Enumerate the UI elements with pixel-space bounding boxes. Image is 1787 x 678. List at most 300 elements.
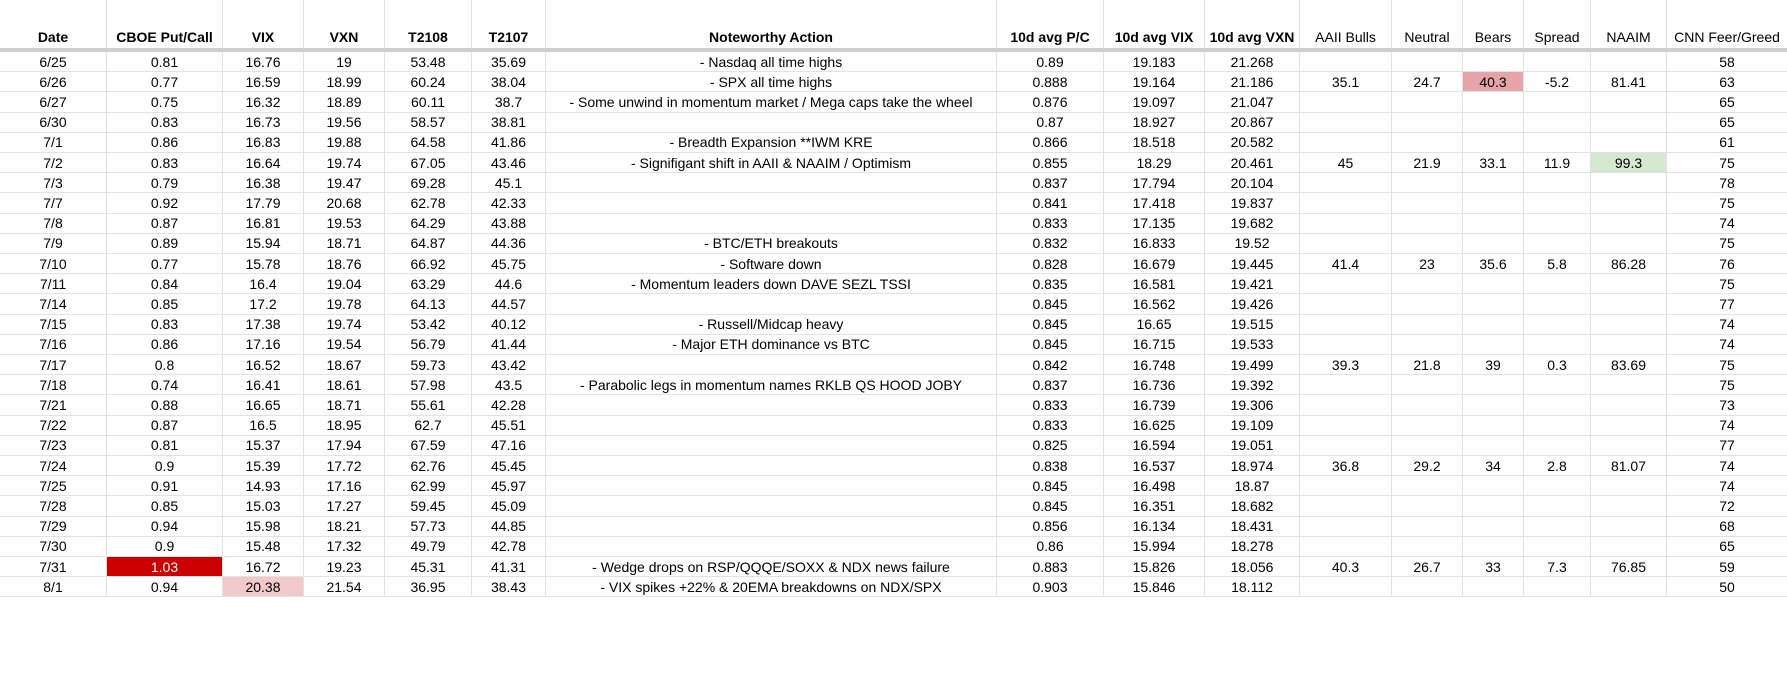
cell-naaim[interactable] bbox=[1591, 476, 1667, 495]
cell-spread[interactable]: 0.3 bbox=[1524, 355, 1591, 374]
cell-t2108[interactable]: 56.79 bbox=[385, 335, 472, 354]
cell-neutral[interactable] bbox=[1392, 315, 1463, 334]
cell-date[interactable]: 7/25 bbox=[0, 476, 107, 495]
cell-noteworthy-action[interactable] bbox=[546, 395, 997, 414]
cell-10d-avg-pc[interactable]: 0.833 bbox=[997, 214, 1104, 233]
cell-neutral[interactable] bbox=[1392, 517, 1463, 536]
cell-aaii-bulls[interactable]: 40.3 bbox=[1300, 557, 1392, 576]
cell-date[interactable]: 6/25 bbox=[0, 52, 107, 71]
cell-spread[interactable]: -5.2 bbox=[1524, 72, 1591, 91]
cell-t2108[interactable]: 64.29 bbox=[385, 214, 472, 233]
cell-noteworthy-action[interactable]: - Momentum leaders down DAVE SEZL TSSI bbox=[546, 274, 997, 293]
cell-10d-avg-vxn[interactable]: 19.533 bbox=[1205, 335, 1300, 354]
cell-cnn-fear-greed[interactable]: 77 bbox=[1719, 437, 1735, 454]
cell-aaii-bulls[interactable]: 35.1 bbox=[1300, 72, 1392, 91]
cell-neutral[interactable] bbox=[1392, 375, 1463, 394]
cell-bears[interactable] bbox=[1463, 294, 1524, 313]
cell-t2107[interactable]: 41.44 bbox=[472, 335, 546, 354]
col-header-aaii-bulls[interactable]: AAII Bulls bbox=[1300, 0, 1392, 48]
cell-vxn[interactable]: 17.94 bbox=[304, 436, 385, 455]
cell-10d-avg-pc[interactable]: 0.841 bbox=[997, 193, 1104, 212]
cell-date[interactable]: 7/23 bbox=[0, 436, 107, 455]
cell-naaim[interactable]: 81.41 bbox=[1591, 72, 1667, 91]
cell-t2107[interactable]: 38.81 bbox=[472, 113, 546, 132]
cell-t2108[interactable]: 60.11 bbox=[385, 92, 472, 111]
cell-noteworthy-action[interactable] bbox=[546, 294, 997, 313]
cell-spread[interactable] bbox=[1524, 52, 1591, 71]
cell-neutral[interactable] bbox=[1392, 537, 1463, 556]
cell-neutral[interactable] bbox=[1392, 214, 1463, 233]
cell-10d-avg-vxn[interactable]: 19.445 bbox=[1205, 254, 1300, 273]
cell-neutral[interactable]: 26.7 bbox=[1392, 557, 1463, 576]
cell-10d-avg-pc[interactable]: 0.825 bbox=[997, 436, 1104, 455]
cell-cnn-fear-greed[interactable]: 75 bbox=[1719, 194, 1735, 211]
cell-spread[interactable] bbox=[1524, 173, 1591, 192]
cell-put-call[interactable]: 0.77 bbox=[107, 72, 223, 91]
cell-bears[interactable]: 34 bbox=[1463, 456, 1524, 475]
cell-cnn-fear-greed[interactable]: 74 bbox=[1719, 215, 1735, 232]
cell-10d-avg-vix[interactable]: 18.927 bbox=[1104, 113, 1205, 132]
cell-bears[interactable] bbox=[1463, 52, 1524, 71]
cell-noteworthy-action[interactable] bbox=[546, 173, 997, 192]
cell-10d-avg-pc[interactable]: 0.86 bbox=[997, 537, 1104, 556]
cell-naaim[interactable] bbox=[1591, 436, 1667, 455]
cell-t2108[interactable]: 67.05 bbox=[385, 153, 472, 172]
cell-vix[interactable]: 16.73 bbox=[223, 113, 304, 132]
cell-spread[interactable] bbox=[1524, 395, 1591, 414]
cell-10d-avg-vix[interactable]: 16.562 bbox=[1104, 294, 1205, 313]
cell-noteworthy-action[interactable] bbox=[546, 113, 997, 132]
cell-neutral[interactable]: 29.2 bbox=[1392, 456, 1463, 475]
cell-10d-avg-vxn[interactable]: 18.431 bbox=[1205, 517, 1300, 536]
cell-10d-avg-vix[interactable]: 15.994 bbox=[1104, 537, 1205, 556]
cell-vix[interactable]: 16.52 bbox=[223, 355, 304, 374]
cell-vxn[interactable]: 17.27 bbox=[304, 496, 385, 515]
cell-10d-avg-vix[interactable]: 16.65 bbox=[1104, 315, 1205, 334]
cell-cnn-fear-greed[interactable]: 61 bbox=[1719, 134, 1735, 151]
cell-t2107[interactable]: 40.12 bbox=[472, 315, 546, 334]
cell-bears[interactable]: 33 bbox=[1463, 557, 1524, 576]
cell-10d-avg-vxn[interactable]: 19.306 bbox=[1205, 395, 1300, 414]
cell-vix[interactable]: 20.38 bbox=[223, 577, 304, 596]
cell-t2108[interactable]: 66.92 bbox=[385, 254, 472, 273]
cell-t2107[interactable]: 38.7 bbox=[472, 92, 546, 111]
cell-noteworthy-action[interactable]: - VIX spikes +22% & 20EMA breakdowns on NDX/SPX bbox=[546, 577, 997, 596]
cell-vix[interactable]: 16.72 bbox=[223, 557, 304, 576]
cell-t2108[interactable]: 59.45 bbox=[385, 496, 472, 515]
cell-vix[interactable]: 16.81 bbox=[223, 214, 304, 233]
cell-aaii-bulls[interactable] bbox=[1300, 416, 1392, 435]
cell-10d-avg-vxn[interactable]: 18.112 bbox=[1205, 577, 1300, 596]
cell-aaii-bulls[interactable] bbox=[1300, 517, 1392, 536]
cell-t2108[interactable]: 59.73 bbox=[385, 355, 472, 374]
cell-date[interactable]: 7/31 bbox=[0, 557, 107, 576]
cell-10d-avg-pc[interactable]: 0.845 bbox=[997, 315, 1104, 334]
cell-spread[interactable]: 5.8 bbox=[1524, 254, 1591, 273]
cell-put-call[interactable]: 0.84 bbox=[107, 274, 223, 293]
cell-naaim[interactable]: 76.85 bbox=[1591, 557, 1667, 576]
cell-10d-avg-vix[interactable]: 16.736 bbox=[1104, 375, 1205, 394]
cell-10d-avg-pc[interactable]: 0.87 bbox=[997, 113, 1104, 132]
cell-t2107[interactable]: 45.51 bbox=[472, 416, 546, 435]
cell-10d-avg-vxn[interactable]: 20.461 bbox=[1205, 153, 1300, 172]
cell-aaii-bulls[interactable] bbox=[1300, 133, 1392, 152]
cell-aaii-bulls[interactable] bbox=[1300, 52, 1392, 71]
cell-aaii-bulls[interactable] bbox=[1300, 476, 1392, 495]
cell-vxn[interactable]: 19 bbox=[304, 52, 385, 71]
cell-cnn-fear-greed[interactable]: 74 bbox=[1719, 336, 1735, 353]
cell-vxn[interactable]: 19.04 bbox=[304, 274, 385, 293]
cell-date[interactable]: 7/29 bbox=[0, 517, 107, 536]
cell-vxn[interactable]: 19.56 bbox=[304, 113, 385, 132]
cell-10d-avg-vxn[interactable]: 19.051 bbox=[1205, 436, 1300, 455]
cell-bears[interactable] bbox=[1463, 496, 1524, 515]
cell-noteworthy-action[interactable]: - Major ETH dominance vs BTC bbox=[546, 335, 997, 354]
cell-cnn-fear-greed[interactable]: 76 bbox=[1719, 255, 1735, 272]
cell-aaii-bulls[interactable] bbox=[1300, 315, 1392, 334]
cell-10d-avg-pc[interactable]: 0.845 bbox=[997, 496, 1104, 515]
cell-t2107[interactable]: 44.85 bbox=[472, 517, 546, 536]
cell-aaii-bulls[interactable]: 36.8 bbox=[1300, 456, 1392, 475]
cell-noteworthy-action[interactable]: - Breadth Expansion **IWM KRE bbox=[546, 133, 997, 152]
cell-10d-avg-vxn[interactable]: 18.87 bbox=[1205, 476, 1300, 495]
cell-noteworthy-action[interactable] bbox=[546, 517, 997, 536]
cell-t2107[interactable]: 42.78 bbox=[472, 537, 546, 556]
cell-date[interactable]: 7/9 bbox=[0, 234, 107, 253]
cell-10d-avg-pc[interactable]: 0.883 bbox=[997, 557, 1104, 576]
cell-date[interactable]: 7/15 bbox=[0, 315, 107, 334]
cell-10d-avg-vxn[interactable]: 21.268 bbox=[1205, 52, 1300, 71]
cell-put-call[interactable]: 0.9 bbox=[107, 456, 223, 475]
cell-put-call[interactable]: 0.81 bbox=[107, 436, 223, 455]
cell-t2107[interactable]: 43.42 bbox=[472, 355, 546, 374]
cell-spread[interactable] bbox=[1524, 436, 1591, 455]
cell-put-call[interactable]: 0.87 bbox=[107, 214, 223, 233]
cell-put-call[interactable]: 0.8 bbox=[107, 355, 223, 374]
cell-spread[interactable] bbox=[1524, 214, 1591, 233]
cell-neutral[interactable] bbox=[1392, 193, 1463, 212]
cell-bears[interactable] bbox=[1463, 193, 1524, 212]
cell-t2107[interactable]: 42.28 bbox=[472, 395, 546, 414]
cell-neutral[interactable] bbox=[1392, 52, 1463, 71]
cell-aaii-bulls[interactable] bbox=[1300, 193, 1392, 212]
cell-10d-avg-pc[interactable]: 0.832 bbox=[997, 234, 1104, 253]
cell-noteworthy-action[interactable] bbox=[546, 214, 997, 233]
cell-10d-avg-pc[interactable]: 0.837 bbox=[997, 173, 1104, 192]
cell-10d-avg-vix[interactable]: 15.846 bbox=[1104, 577, 1205, 596]
cell-put-call[interactable]: 0.77 bbox=[107, 254, 223, 273]
cell-put-call[interactable]: 0.85 bbox=[107, 496, 223, 515]
cell-aaii-bulls[interactable]: 39.3 bbox=[1300, 355, 1392, 374]
cell-cnn-fear-greed[interactable]: 75 bbox=[1719, 154, 1735, 171]
cell-t2107[interactable]: 35.69 bbox=[472, 52, 546, 71]
cell-10d-avg-vxn[interactable]: 18.056 bbox=[1205, 557, 1300, 576]
cell-noteworthy-action[interactable]: - SPX all time highs bbox=[546, 72, 997, 91]
cell-vxn[interactable]: 18.71 bbox=[304, 395, 385, 414]
cell-date[interactable]: 7/14 bbox=[0, 294, 107, 313]
cell-t2107[interactable]: 45.97 bbox=[472, 476, 546, 495]
cell-neutral[interactable] bbox=[1392, 416, 1463, 435]
cell-t2107[interactable]: 47.16 bbox=[472, 436, 546, 455]
cell-10d-avg-vxn[interactable]: 19.392 bbox=[1205, 375, 1300, 394]
cell-cnn-fear-greed[interactable]: 74 bbox=[1719, 477, 1735, 494]
cell-t2108[interactable]: 63.29 bbox=[385, 274, 472, 293]
cell-neutral[interactable] bbox=[1392, 335, 1463, 354]
cell-10d-avg-vxn[interactable]: 20.104 bbox=[1205, 173, 1300, 192]
cell-cnn-fear-greed[interactable]: 75 bbox=[1719, 275, 1735, 292]
cell-put-call[interactable]: 0.87 bbox=[107, 416, 223, 435]
cell-naaim[interactable]: 81.07 bbox=[1591, 456, 1667, 475]
cell-10d-avg-vix[interactable]: 15.826 bbox=[1104, 557, 1205, 576]
cell-bears[interactable] bbox=[1463, 476, 1524, 495]
cell-10d-avg-pc[interactable]: 0.866 bbox=[997, 133, 1104, 152]
cell-bears[interactable] bbox=[1463, 577, 1524, 596]
col-header-cnn-fear-greed[interactable]: CNN Feer/Greed bbox=[1674, 29, 1780, 45]
cell-10d-avg-vix[interactable]: 19.097 bbox=[1104, 92, 1205, 111]
cell-date[interactable]: 7/1 bbox=[0, 133, 107, 152]
cell-put-call[interactable]: 0.86 bbox=[107, 335, 223, 354]
cell-t2108[interactable]: 57.98 bbox=[385, 375, 472, 394]
cell-vix[interactable]: 15.94 bbox=[223, 234, 304, 253]
cell-vxn[interactable]: 20.68 bbox=[304, 193, 385, 212]
col-header-10d-avg-pc[interactable]: 10d avg P/C bbox=[997, 0, 1104, 48]
cell-naaim[interactable] bbox=[1591, 92, 1667, 111]
cell-vix[interactable]: 15.03 bbox=[223, 496, 304, 515]
cell-neutral[interactable]: 21.9 bbox=[1392, 153, 1463, 172]
cell-t2107[interactable]: 45.1 bbox=[472, 173, 546, 192]
cell-bears[interactable] bbox=[1463, 92, 1524, 111]
cell-date[interactable]: 7/10 bbox=[0, 254, 107, 273]
cell-spread[interactable] bbox=[1524, 92, 1591, 111]
cell-vix[interactable]: 16.41 bbox=[223, 375, 304, 394]
cell-vxn[interactable]: 18.67 bbox=[304, 355, 385, 374]
cell-put-call[interactable]: 0.92 bbox=[107, 193, 223, 212]
cell-spread[interactable]: 7.3 bbox=[1524, 557, 1591, 576]
cell-10d-avg-vix[interactable]: 16.581 bbox=[1104, 274, 1205, 293]
cell-spread[interactable] bbox=[1524, 193, 1591, 212]
cell-10d-avg-pc[interactable]: 0.845 bbox=[997, 335, 1104, 354]
cell-date[interactable]: 7/21 bbox=[0, 395, 107, 414]
cell-naaim[interactable] bbox=[1591, 52, 1667, 71]
cell-naaim[interactable] bbox=[1591, 133, 1667, 152]
cell-cnn-fear-greed[interactable]: 78 bbox=[1719, 174, 1735, 191]
cell-t2107[interactable]: 45.09 bbox=[472, 496, 546, 515]
cell-noteworthy-action[interactable]: - Parabolic legs in momentum names RKLB QS HOOD JOBY bbox=[546, 375, 997, 394]
cell-aaii-bulls[interactable] bbox=[1300, 274, 1392, 293]
cell-vxn[interactable]: 19.54 bbox=[304, 335, 385, 354]
cell-aaii-bulls[interactable] bbox=[1300, 375, 1392, 394]
cell-vxn[interactable]: 18.21 bbox=[304, 517, 385, 536]
cell-vxn[interactable]: 18.99 bbox=[304, 72, 385, 91]
cell-10d-avg-vxn[interactable]: 20.582 bbox=[1205, 133, 1300, 152]
cell-noteworthy-action[interactable] bbox=[546, 416, 997, 435]
cell-10d-avg-vix[interactable]: 16.748 bbox=[1104, 355, 1205, 374]
cell-10d-avg-pc[interactable]: 0.89 bbox=[997, 52, 1104, 71]
cell-10d-avg-vxn[interactable]: 19.52 bbox=[1205, 234, 1300, 253]
cell-vix[interactable]: 16.64 bbox=[223, 153, 304, 172]
cell-10d-avg-pc[interactable]: 0.845 bbox=[997, 476, 1104, 495]
cell-put-call[interactable]: 0.86 bbox=[107, 133, 223, 152]
cell-bears[interactable]: 39 bbox=[1463, 355, 1524, 374]
cell-noteworthy-action[interactable] bbox=[546, 193, 997, 212]
cell-date[interactable]: 7/7 bbox=[0, 193, 107, 212]
cell-spread[interactable]: 11.9 bbox=[1524, 153, 1591, 172]
cell-aaii-bulls[interactable] bbox=[1300, 92, 1392, 111]
cell-naaim[interactable]: 83.69 bbox=[1591, 355, 1667, 374]
cell-date[interactable]: 7/17 bbox=[0, 355, 107, 374]
cell-vix[interactable]: 16.65 bbox=[223, 395, 304, 414]
cell-10d-avg-pc[interactable]: 0.903 bbox=[997, 577, 1104, 596]
cell-noteworthy-action[interactable]: - Wedge drops on RSP/QQQE/SOXX & NDX news failure bbox=[546, 557, 997, 576]
cell-vxn[interactable]: 17.16 bbox=[304, 476, 385, 495]
cell-aaii-bulls[interactable] bbox=[1300, 577, 1392, 596]
cell-spread[interactable] bbox=[1524, 133, 1591, 152]
cell-t2108[interactable]: 64.87 bbox=[385, 234, 472, 253]
cell-t2107[interactable]: 41.86 bbox=[472, 133, 546, 152]
cell-noteworthy-action[interactable]: - Russell/Midcap heavy bbox=[546, 315, 997, 334]
cell-10d-avg-vix[interactable]: 16.537 bbox=[1104, 456, 1205, 475]
cell-cnn-fear-greed[interactable]: 72 bbox=[1719, 497, 1735, 514]
cell-spread[interactable] bbox=[1524, 375, 1591, 394]
cell-neutral[interactable] bbox=[1392, 274, 1463, 293]
cell-neutral[interactable] bbox=[1392, 234, 1463, 253]
cell-spread[interactable] bbox=[1524, 113, 1591, 132]
cell-vix[interactable]: 16.5 bbox=[223, 416, 304, 435]
cell-vxn[interactable]: 19.53 bbox=[304, 214, 385, 233]
cell-t2108[interactable]: 64.13 bbox=[385, 294, 472, 313]
cell-date[interactable]: 8/1 bbox=[0, 577, 107, 596]
col-header-10d-avg-vxn[interactable]: 10d avg VXN bbox=[1205, 0, 1300, 48]
col-header-10d-avg-vix[interactable]: 10d avg VIX bbox=[1104, 0, 1205, 48]
cell-10d-avg-vxn[interactable]: 19.421 bbox=[1205, 274, 1300, 293]
cell-vxn[interactable]: 19.23 bbox=[304, 557, 385, 576]
cell-bears[interactable] bbox=[1463, 113, 1524, 132]
cell-vxn[interactable]: 17.32 bbox=[304, 537, 385, 556]
cell-naaim[interactable] bbox=[1591, 173, 1667, 192]
cell-put-call[interactable]: 0.81 bbox=[107, 52, 223, 71]
cell-date[interactable]: 7/18 bbox=[0, 375, 107, 394]
cell-10d-avg-pc[interactable]: 0.845 bbox=[997, 294, 1104, 313]
cell-10d-avg-vix[interactable]: 16.739 bbox=[1104, 395, 1205, 414]
cell-noteworthy-action[interactable]: - Nasdaq all time highs bbox=[546, 52, 997, 71]
cell-10d-avg-vxn[interactable]: 19.682 bbox=[1205, 214, 1300, 233]
cell-spread[interactable] bbox=[1524, 476, 1591, 495]
cell-date[interactable]: 6/26 bbox=[0, 72, 107, 91]
cell-10d-avg-vxn[interactable]: 21.186 bbox=[1205, 72, 1300, 91]
cell-t2108[interactable]: 53.42 bbox=[385, 315, 472, 334]
cell-naaim[interactable] bbox=[1591, 577, 1667, 596]
cell-10d-avg-vxn[interactable]: 18.974 bbox=[1205, 456, 1300, 475]
cell-t2108[interactable]: 36.95 bbox=[385, 577, 472, 596]
cell-10d-avg-vix[interactable]: 18.518 bbox=[1104, 133, 1205, 152]
cell-naaim[interactable] bbox=[1591, 214, 1667, 233]
cell-vix[interactable]: 16.76 bbox=[223, 52, 304, 71]
cell-t2108[interactable]: 49.79 bbox=[385, 537, 472, 556]
cell-bears[interactable] bbox=[1463, 517, 1524, 536]
cell-t2107[interactable]: 44.57 bbox=[472, 294, 546, 313]
cell-10d-avg-pc[interactable]: 0.856 bbox=[997, 517, 1104, 536]
cell-t2108[interactable]: 53.48 bbox=[385, 52, 472, 71]
cell-date[interactable]: 6/27 bbox=[0, 92, 107, 111]
cell-vix[interactable]: 15.48 bbox=[223, 537, 304, 556]
cell-vxn[interactable]: 18.95 bbox=[304, 416, 385, 435]
cell-noteworthy-action[interactable] bbox=[546, 496, 997, 515]
cell-cnn-fear-greed[interactable]: 74 bbox=[1719, 457, 1735, 474]
cell-vxn[interactable]: 21.54 bbox=[304, 577, 385, 596]
cell-t2108[interactable]: 60.24 bbox=[385, 72, 472, 91]
cell-put-call[interactable]: 0.79 bbox=[107, 173, 223, 192]
cell-vix[interactable]: 14.93 bbox=[223, 476, 304, 495]
cell-t2108[interactable]: 62.7 bbox=[385, 416, 472, 435]
cell-vix[interactable]: 16.32 bbox=[223, 92, 304, 111]
cell-put-call[interactable]: 0.75 bbox=[107, 92, 223, 111]
cell-10d-avg-pc[interactable]: 0.838 bbox=[997, 456, 1104, 475]
cell-noteworthy-action[interactable]: - Some unwind in momentum market / Mega caps take the wheel bbox=[546, 92, 997, 111]
cell-naaim[interactable] bbox=[1591, 335, 1667, 354]
cell-10d-avg-vxn[interactable]: 19.837 bbox=[1205, 193, 1300, 212]
cell-noteworthy-action[interactable]: - Signifigant shift in AAII & NAAIM / Optimism bbox=[546, 153, 997, 172]
cell-10d-avg-vxn[interactable]: 19.426 bbox=[1205, 294, 1300, 313]
cell-vxn[interactable]: 18.89 bbox=[304, 92, 385, 111]
col-header-date[interactable]: Date bbox=[0, 0, 107, 48]
cell-cnn-fear-greed[interactable]: 68 bbox=[1719, 518, 1735, 535]
cell-t2107[interactable]: 44.36 bbox=[472, 234, 546, 253]
cell-naaim[interactable]: 86.28 bbox=[1591, 254, 1667, 273]
cell-10d-avg-pc[interactable]: 0.842 bbox=[997, 355, 1104, 374]
cell-10d-avg-vix[interactable]: 17.418 bbox=[1104, 193, 1205, 212]
cell-vxn[interactable]: 19.74 bbox=[304, 153, 385, 172]
cell-cnn-fear-greed[interactable]: 65 bbox=[1719, 538, 1735, 555]
col-header-spread[interactable]: Spread bbox=[1524, 0, 1591, 48]
cell-put-call[interactable]: 0.83 bbox=[107, 113, 223, 132]
cell-neutral[interactable] bbox=[1392, 496, 1463, 515]
cell-vix[interactable]: 17.2 bbox=[223, 294, 304, 313]
cell-naaim[interactable] bbox=[1591, 274, 1667, 293]
cell-spread[interactable] bbox=[1524, 315, 1591, 334]
cell-10d-avg-vix[interactable]: 18.29 bbox=[1104, 153, 1205, 172]
cell-10d-avg-pc[interactable]: 0.837 bbox=[997, 375, 1104, 394]
cell-aaii-bulls[interactable] bbox=[1300, 496, 1392, 515]
cell-10d-avg-pc[interactable]: 0.833 bbox=[997, 395, 1104, 414]
cell-bears[interactable] bbox=[1463, 395, 1524, 414]
cell-bears[interactable] bbox=[1463, 335, 1524, 354]
cell-t2108[interactable]: 57.73 bbox=[385, 517, 472, 536]
cell-date[interactable]: 7/3 bbox=[0, 173, 107, 192]
cell-put-call[interactable]: 0.94 bbox=[107, 517, 223, 536]
cell-vxn[interactable]: 17.72 bbox=[304, 456, 385, 475]
cell-10d-avg-vix[interactable]: 19.183 bbox=[1104, 52, 1205, 71]
cell-spread[interactable] bbox=[1524, 274, 1591, 293]
col-header-naaim[interactable]: NAAIM bbox=[1591, 0, 1667, 48]
cell-aaii-bulls[interactable] bbox=[1300, 234, 1392, 253]
cell-aaii-bulls[interactable]: 41.4 bbox=[1300, 254, 1392, 273]
cell-vxn[interactable]: 19.47 bbox=[304, 173, 385, 192]
cell-bears[interactable]: 40.3 bbox=[1463, 72, 1524, 91]
cell-neutral[interactable] bbox=[1392, 476, 1463, 495]
cell-date[interactable]: 7/11 bbox=[0, 274, 107, 293]
cell-vix[interactable]: 15.98 bbox=[223, 517, 304, 536]
col-header-neutral[interactable]: Neutral bbox=[1392, 0, 1463, 48]
cell-neutral[interactable]: 21.8 bbox=[1392, 355, 1463, 374]
cell-10d-avg-vix[interactable]: 16.498 bbox=[1104, 476, 1205, 495]
cell-10d-avg-vxn[interactable]: 19.515 bbox=[1205, 315, 1300, 334]
cell-spread[interactable] bbox=[1524, 335, 1591, 354]
cell-aaii-bulls[interactable] bbox=[1300, 113, 1392, 132]
cell-bears[interactable] bbox=[1463, 274, 1524, 293]
cell-10d-avg-pc[interactable]: 0.888 bbox=[997, 72, 1104, 91]
cell-10d-avg-vix[interactable]: 17.794 bbox=[1104, 173, 1205, 192]
col-header-vix[interactable]: VIX bbox=[223, 0, 304, 48]
